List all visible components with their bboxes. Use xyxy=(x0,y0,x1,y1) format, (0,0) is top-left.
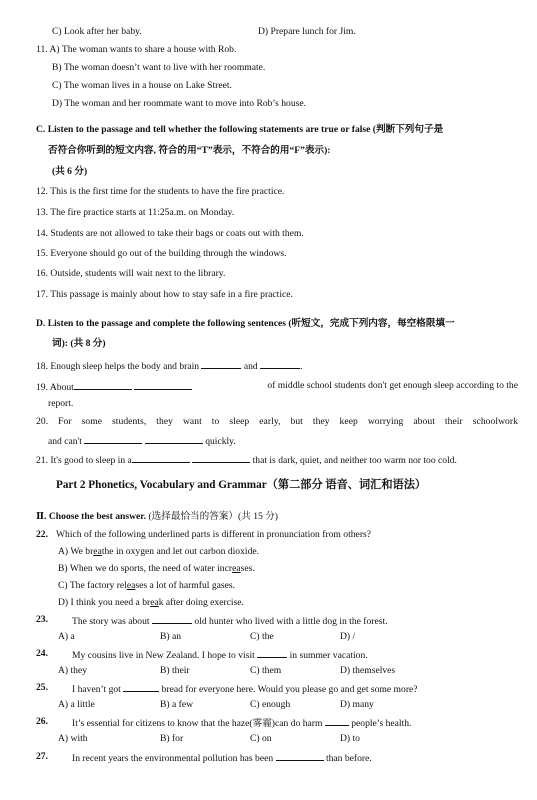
q11-option-c: C) The woman lives in a house on Lake Street. xyxy=(52,80,232,91)
q21-blank-2[interactable] xyxy=(192,453,250,463)
q25-option-b: B) a few xyxy=(160,699,194,710)
q23-number: 23. xyxy=(36,614,48,625)
q25-number: 25. xyxy=(36,682,48,693)
q26-option-d: D) to xyxy=(340,733,360,744)
q10-option-d: D) Prepare lunch for Jim. xyxy=(258,26,356,37)
section-d-heading-line1: D. Listen to the passage and complete the following sentences (听短文，完成下列内容，每空格限填一 xyxy=(36,318,455,329)
q25-option-d: D) many xyxy=(340,699,374,710)
q26-option-a: A) with xyxy=(58,733,88,744)
q18-text-b: and xyxy=(243,361,258,372)
tf-statement-14: 14. Students are not allowed to take their bags or coats out with them. xyxy=(36,228,304,239)
q23-stem: The story was about old hunter who lived with a little dog in the forest. xyxy=(72,616,388,627)
q10-option-c: C) Look after her baby. xyxy=(52,26,142,37)
q21-text-b: that is dark, quiet, and neither too warm nor too cold. xyxy=(252,455,457,466)
q23-option-b: B) an xyxy=(160,631,182,642)
q18-blank-2[interactable] xyxy=(260,359,300,369)
q11-option-a: 11. A) The woman wants to share a house with Rob. xyxy=(36,44,237,55)
q22-stem: Which of the following underlined parts is different in pronunciation from others? xyxy=(56,529,372,540)
q19-blank-1[interactable] xyxy=(74,380,132,390)
q22-option-b: B) When we do sports, the need of water increases. xyxy=(58,563,255,574)
section-ii-note: (选择最恰当的答案）(共 15 分) xyxy=(146,511,278,522)
q21-sentence xyxy=(36,453,457,467)
q23-option-c: C) the xyxy=(250,631,274,642)
q26-stem: It’s essential for citizens to know that the haze(雾霾)can do harm people’s health. xyxy=(72,718,412,729)
q24-stem: My cousins live in New Zealand. I hope to visit in summer vacation. xyxy=(72,650,368,661)
q18-sentence xyxy=(36,359,303,373)
q20-line1: 20. For some students, they want to sleep early, but they keep worrying about their schoolwork xyxy=(36,416,518,427)
q27-number: 27. xyxy=(36,751,48,762)
tf-statement-13: 13. The fire practice starts at 11:25a.m. on Monday. xyxy=(36,207,235,218)
q20-blank-2[interactable] xyxy=(145,434,203,444)
q25-stem: I haven’t got bread for everyone here. Would you please go and get some more? xyxy=(72,684,418,695)
q23-option-a: A) a xyxy=(58,631,75,642)
q20-blank-1[interactable] xyxy=(84,434,142,444)
q26-option-b: B) for xyxy=(160,733,184,744)
q20-line2 xyxy=(48,434,236,448)
q20-text-b: and can't xyxy=(48,436,82,447)
q26-blank[interactable] xyxy=(325,716,349,726)
section-ii-label: Ⅱ. Choose the best answer. xyxy=(36,511,147,522)
q24-option-d: D) themselves xyxy=(340,665,396,676)
q24-option-a: A) they xyxy=(58,665,88,676)
part2-title: Part 2 Phonetics, Vocabulary and Grammar（第二部分 语音、词汇和语法） xyxy=(56,479,427,491)
q18-text-a: 18. Enough sleep helps the body and brain xyxy=(36,361,200,372)
q11-option-d: D) The woman and her roommate want to move into Rob’s house. xyxy=(52,98,307,109)
q24-option-b: B) their xyxy=(160,665,190,676)
q19-text-c: report. xyxy=(48,398,74,409)
q21-blank-1[interactable] xyxy=(132,453,190,463)
section-c-heading-line1: C. Listen to the passage and tell whether the following statements are true or false (判断下列句子是 xyxy=(36,124,444,135)
section-c-heading-line2: 否符合你听到的短文内容, 符合的用“T”表示，不符合的用“F”表示): xyxy=(48,145,331,156)
q19-blank-2[interactable] xyxy=(134,380,192,390)
q26-number: 26. xyxy=(36,716,48,727)
q21-text-a: 21. It's good to sleep in a xyxy=(36,455,132,466)
q19-text-b: of middle school students don't get enough sleep according to the xyxy=(267,380,518,391)
tf-statement-17: 17. This passage is mainly about how to stay safe in a fire practice. xyxy=(36,289,293,300)
q18-text-c: . xyxy=(300,361,303,372)
q27-blank[interactable] xyxy=(276,751,324,761)
q19-text-a: 19. About xyxy=(36,382,74,393)
q22-option-a: A) We breathe in oxygen and let out carbon dioxide. xyxy=(58,546,260,557)
q25-option-c: C) enough xyxy=(250,699,291,710)
tf-statement-16: 16. Outside, students will wait next to the library. xyxy=(36,268,226,279)
q22-option-d: D) I think you need a break after doing exercise. xyxy=(58,597,244,608)
q19-sentence xyxy=(36,380,518,394)
q23-option-d: D) / xyxy=(340,631,356,642)
q11-option-b: B) The woman doesn’t want to live with her roommate. xyxy=(52,62,266,73)
q18-blank-1[interactable] xyxy=(201,359,241,369)
q26-option-c: C) on xyxy=(250,733,272,744)
q24-option-c: C) them xyxy=(250,665,282,676)
q22-number: 22. xyxy=(36,529,48,540)
q25-option-a: A) a little xyxy=(58,699,95,710)
q22-option-c: C) The factory releases a lot of harmful gases. xyxy=(58,580,236,591)
section-d-heading-line2: 词): (共 8 分) xyxy=(52,338,106,349)
q23-blank[interactable] xyxy=(152,614,192,624)
tf-statement-12: 12. This is the first time for the students to have the fire practice. xyxy=(36,186,285,197)
q24-number: 24. xyxy=(36,648,48,659)
tf-statement-15: 15. Everyone should go out of the building through the windows. xyxy=(36,248,287,259)
q27-stem: In recent years the environmental pollution has been than before. xyxy=(72,753,372,764)
section-ii-heading xyxy=(36,511,278,523)
q25-blank[interactable] xyxy=(123,682,159,692)
q24-blank[interactable] xyxy=(257,648,287,658)
q20-text-c: quickly. xyxy=(205,436,236,447)
section-c-score: (共 6 分) xyxy=(52,166,88,177)
